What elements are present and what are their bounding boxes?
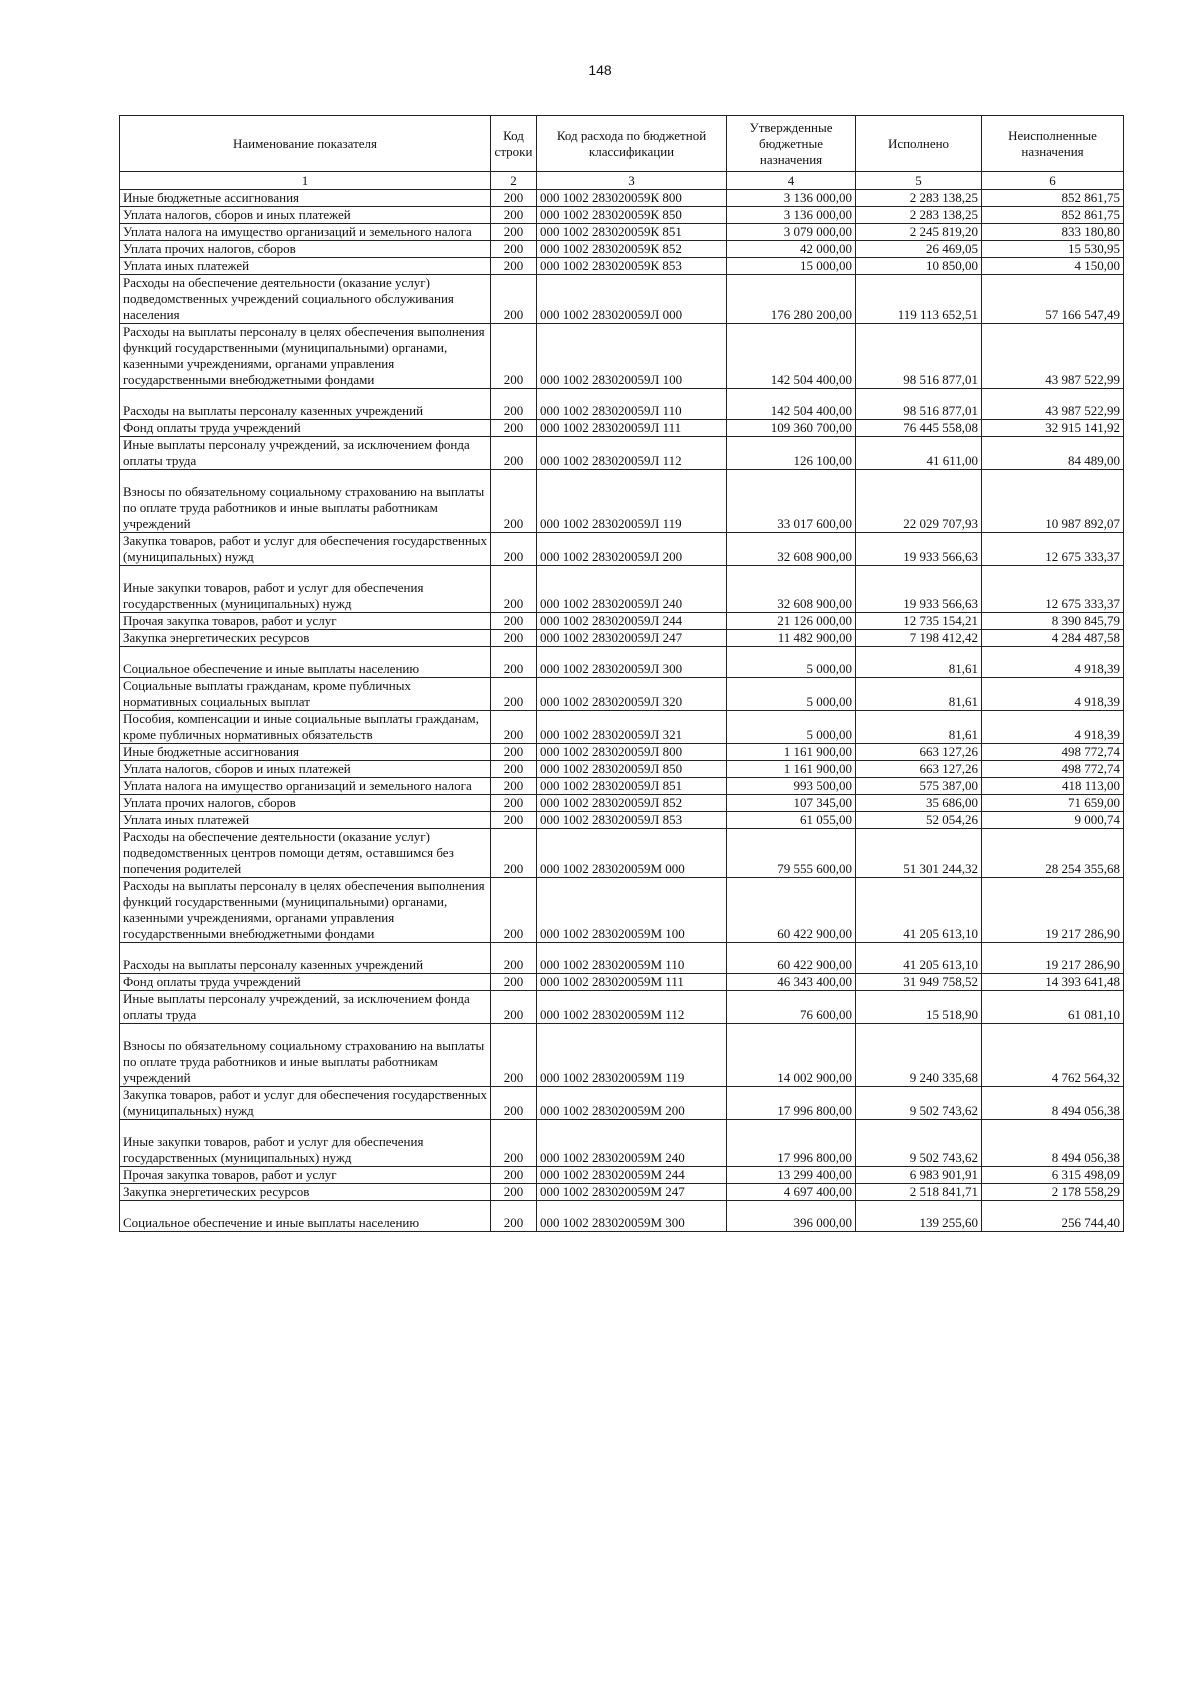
row-executed-amount: 15 518,90	[856, 991, 982, 1024]
row-executed-amount: 575 387,00	[856, 778, 982, 795]
row-budget-code: 000 1002 283020059К 852	[537, 241, 727, 258]
table-row	[120, 795, 1124, 812]
row-line-code: 200	[491, 943, 537, 974]
row-approved-amount: 17 996 800,00	[727, 1120, 856, 1167]
table-row	[120, 943, 1124, 974]
row-approved-amount: 79 555 600,00	[727, 829, 856, 878]
row-budget-code: 000 1002 283020059Л 300	[537, 647, 727, 678]
row-name: Фонд оплаты труда учреждений	[120, 420, 491, 437]
row-name: Иные бюджетные ассигнования	[120, 190, 491, 207]
row-executed-amount: 6 983 901,91	[856, 1167, 982, 1184]
row-name: Иные выплаты персоналу учреждений, за исключением фонда оплаты труда	[120, 437, 491, 470]
row-unexecuted-amount: 8 494 056,38	[982, 1087, 1124, 1120]
row-approved-amount: 3 136 000,00	[727, 190, 856, 207]
row-unexecuted-amount: 852 861,75	[982, 207, 1124, 224]
table-row	[120, 711, 1124, 744]
row-budget-code: 000 1002 283020059М 100	[537, 878, 727, 943]
row-name: Расходы на выплаты персоналу казенных учреждений	[120, 943, 491, 974]
row-name: Уплата иных платежей	[120, 258, 491, 275]
row-executed-amount: 2 245 819,20	[856, 224, 982, 241]
row-line-code: 200	[491, 420, 537, 437]
row-approved-amount: 60 422 900,00	[727, 943, 856, 974]
row-approved-amount: 3 136 000,00	[727, 207, 856, 224]
row-unexecuted-amount: 6 315 498,09	[982, 1167, 1124, 1184]
row-line-code: 200	[491, 566, 537, 613]
row-name: Уплата налогов, сборов и иных платежей	[120, 207, 491, 224]
header-row	[120, 116, 1124, 172]
row-approved-amount: 107 345,00	[727, 795, 856, 812]
row-line-code: 200	[491, 1120, 537, 1167]
row-executed-amount: 31 949 758,52	[856, 974, 982, 991]
row-unexecuted-amount: 852 861,75	[982, 190, 1124, 207]
row-budget-code: 000 1002 283020059М 247	[537, 1184, 727, 1201]
row-budget-code: 000 1002 283020059К 853	[537, 258, 727, 275]
row-name: Социальное обеспечение и иные выплаты населению	[120, 647, 491, 678]
table-row	[120, 389, 1124, 420]
row-budget-code: 000 1002 283020059М 119	[537, 1024, 727, 1087]
row-budget-code: 000 1002 283020059М 200	[537, 1087, 727, 1120]
row-unexecuted-amount: 4 284 487,58	[982, 630, 1124, 647]
row-unexecuted-amount: 833 180,80	[982, 224, 1124, 241]
row-unexecuted-amount: 84 489,00	[982, 437, 1124, 470]
row-name: Расходы на обеспечение деятельности (оказание услуг) подведомственных учреждений социального обслуживания населения	[120, 275, 491, 324]
row-approved-amount: 21 126 000,00	[727, 613, 856, 630]
table-row	[120, 224, 1124, 241]
row-budget-code: 000 1002 283020059М 111	[537, 974, 727, 991]
row-approved-amount: 126 100,00	[727, 437, 856, 470]
row-executed-amount: 139 255,60	[856, 1201, 982, 1232]
table-row	[120, 744, 1124, 761]
row-executed-amount: 2 283 138,25	[856, 190, 982, 207]
row-executed-amount: 98 516 877,01	[856, 389, 982, 420]
row-unexecuted-amount: 8 390 845,79	[982, 613, 1124, 630]
row-executed-amount: 663 127,26	[856, 761, 982, 778]
table-row	[120, 647, 1124, 678]
row-executed-amount: 41 205 613,10	[856, 943, 982, 974]
row-budget-code: 000 1002 283020059М 244	[537, 1167, 727, 1184]
row-approved-amount: 1 161 900,00	[727, 761, 856, 778]
row-approved-amount: 76 600,00	[727, 991, 856, 1024]
row-line-code: 200	[491, 1087, 537, 1120]
row-executed-amount: 81,61	[856, 711, 982, 744]
row-executed-amount: 81,61	[856, 647, 982, 678]
row-executed-amount: 10 850,00	[856, 258, 982, 275]
row-name: Закупка товаров, работ и услуг для обеспечения государственных (муниципальных) нужд	[120, 1087, 491, 1120]
table-row	[120, 241, 1124, 258]
column-number: 1	[120, 172, 491, 190]
row-name: Уплата иных платежей	[120, 812, 491, 829]
row-line-code: 200	[491, 324, 537, 389]
row-budget-code: 000 1002 283020059Л 244	[537, 613, 727, 630]
row-line-code: 200	[491, 647, 537, 678]
row-approved-amount: 42 000,00	[727, 241, 856, 258]
row-name: Расходы на выплаты персоналу казенных учреждений	[120, 389, 491, 420]
row-unexecuted-amount: 498 772,74	[982, 761, 1124, 778]
row-name: Уплата налога на имущество организаций и земельного налога	[120, 224, 491, 241]
row-name: Взносы по обязательному социальному страхованию на выплаты по оплате труда работников и иные выплаты работникам учреждений	[120, 470, 491, 533]
row-unexecuted-amount: 8 494 056,38	[982, 1120, 1124, 1167]
row-unexecuted-amount: 10 987 892,07	[982, 470, 1124, 533]
row-line-code: 200	[491, 437, 537, 470]
row-executed-amount: 51 301 244,32	[856, 829, 982, 878]
table-row	[120, 1201, 1124, 1232]
row-executed-amount: 19 933 566,63	[856, 533, 982, 566]
row-budget-code: 000 1002 283020059Л 850	[537, 761, 727, 778]
row-unexecuted-amount: 19 217 286,90	[982, 878, 1124, 943]
row-budget-code: 000 1002 283020059Л 110	[537, 389, 727, 420]
row-unexecuted-amount: 4 918,39	[982, 647, 1124, 678]
table-row	[120, 324, 1124, 389]
row-approved-amount: 5 000,00	[727, 647, 856, 678]
row-approved-amount: 396 000,00	[727, 1201, 856, 1232]
header-approved: Утвержденные бюджетные назначения	[727, 116, 856, 172]
row-budget-code: 000 1002 283020059К 850	[537, 207, 727, 224]
table-row	[120, 1184, 1124, 1201]
row-executed-amount: 663 127,26	[856, 744, 982, 761]
header-name: Наименование показателя	[120, 116, 491, 172]
row-approved-amount: 60 422 900,00	[727, 878, 856, 943]
row-unexecuted-amount: 498 772,74	[982, 744, 1124, 761]
row-line-code: 200	[491, 630, 537, 647]
row-executed-amount: 22 029 707,93	[856, 470, 982, 533]
row-budget-code: 000 1002 283020059М 000	[537, 829, 727, 878]
table-row	[120, 566, 1124, 613]
row-line-code: 200	[491, 778, 537, 795]
row-unexecuted-amount: 32 915 141,92	[982, 420, 1124, 437]
row-executed-amount: 35 686,00	[856, 795, 982, 812]
row-name: Иные закупки товаров, работ и услуг для обеспечения государственных (муниципальных) нужд	[120, 1120, 491, 1167]
row-line-code: 200	[491, 470, 537, 533]
row-budget-code: 000 1002 283020059Л 111	[537, 420, 727, 437]
row-unexecuted-amount: 19 217 286,90	[982, 943, 1124, 974]
row-line-code: 200	[491, 878, 537, 943]
row-budget-code: 000 1002 283020059Л 320	[537, 678, 727, 711]
row-unexecuted-amount: 43 987 522,99	[982, 389, 1124, 420]
row-unexecuted-amount: 71 659,00	[982, 795, 1124, 812]
row-line-code: 200	[491, 224, 537, 241]
row-budget-code: 000 1002 283020059Л 240	[537, 566, 727, 613]
row-line-code: 200	[491, 258, 537, 275]
table-row	[120, 1024, 1124, 1087]
row-line-code: 200	[491, 207, 537, 224]
row-executed-amount: 9 240 335,68	[856, 1024, 982, 1087]
row-line-code: 200	[491, 991, 537, 1024]
table-row	[120, 275, 1124, 324]
row-line-code: 200	[491, 812, 537, 829]
table-row	[120, 190, 1124, 207]
table-row	[120, 207, 1124, 224]
row-name: Уплата налогов, сборов и иных платежей	[120, 761, 491, 778]
row-executed-amount: 12 735 154,21	[856, 613, 982, 630]
row-executed-amount: 98 516 877,01	[856, 324, 982, 389]
row-budget-code: 000 1002 283020059Л 247	[537, 630, 727, 647]
row-unexecuted-amount: 43 987 522,99	[982, 324, 1124, 389]
table-row	[120, 613, 1124, 630]
row-name: Закупка энергетических ресурсов	[120, 1184, 491, 1201]
row-budget-code: 000 1002 283020059Л 800	[537, 744, 727, 761]
row-line-code: 200	[491, 533, 537, 566]
row-executed-amount: 19 933 566,63	[856, 566, 982, 613]
row-approved-amount: 14 002 900,00	[727, 1024, 856, 1087]
row-budget-code: 000 1002 283020059К 800	[537, 190, 727, 207]
row-executed-amount: 81,61	[856, 678, 982, 711]
row-name: Прочая закупка товаров, работ и услуг	[120, 613, 491, 630]
row-unexecuted-amount: 4 762 564,32	[982, 1024, 1124, 1087]
row-name: Иные бюджетные ассигнования	[120, 744, 491, 761]
row-executed-amount: 2 518 841,71	[856, 1184, 982, 1201]
table-row	[120, 778, 1124, 795]
row-approved-amount: 1 161 900,00	[727, 744, 856, 761]
table-row	[120, 678, 1124, 711]
row-line-code: 200	[491, 190, 537, 207]
row-approved-amount: 5 000,00	[727, 711, 856, 744]
row-approved-amount: 5 000,00	[727, 678, 856, 711]
row-line-code: 200	[491, 1184, 537, 1201]
table-row	[120, 974, 1124, 991]
row-approved-amount: 32 608 900,00	[727, 533, 856, 566]
row-name: Иные выплаты персоналу учреждений, за исключением фонда оплаты труда	[120, 991, 491, 1024]
column-number: 3	[537, 172, 727, 190]
row-unexecuted-amount: 4 918,39	[982, 711, 1124, 744]
row-name: Закупка товаров, работ и услуг для обеспечения государственных (муниципальных) нужд	[120, 533, 491, 566]
row-name: Расходы на выплаты персоналу в целях обеспечения выполнения функций государственными (муниципальными) органами, казенными учреждениями, органами управления государственными внебюджетными фондами	[120, 878, 491, 943]
row-line-code: 200	[491, 744, 537, 761]
row-line-code: 200	[491, 241, 537, 258]
row-executed-amount: 41 205 613,10	[856, 878, 982, 943]
row-approved-amount: 17 996 800,00	[727, 1087, 856, 1120]
table-row	[120, 1167, 1124, 1184]
table-row	[120, 1087, 1124, 1120]
row-budget-code: 000 1002 283020059Л 321	[537, 711, 727, 744]
row-line-code: 200	[491, 795, 537, 812]
row-approved-amount: 13 299 400,00	[727, 1167, 856, 1184]
page-number: 148	[588, 62, 612, 78]
row-executed-amount: 7 198 412,42	[856, 630, 982, 647]
row-approved-amount: 3 079 000,00	[727, 224, 856, 241]
row-budget-code: 000 1002 283020059Л 200	[537, 533, 727, 566]
row-budget-code: 000 1002 283020059М 112	[537, 991, 727, 1024]
column-number: 6	[982, 172, 1124, 190]
row-line-code: 200	[491, 678, 537, 711]
row-name: Расходы на обеспечение деятельности (оказание услуг) подведомственных центров помощи детям, оставшимся без попечения родителей	[120, 829, 491, 878]
table-row	[120, 991, 1124, 1024]
table-row	[120, 420, 1124, 437]
row-approved-amount: 15 000,00	[727, 258, 856, 275]
table-row	[120, 437, 1124, 470]
row-name: Взносы по обязательному социальному страхованию на выплаты по оплате труда работников и иные выплаты работникам учреждений	[120, 1024, 491, 1087]
row-budget-code: 000 1002 283020059Л 000	[537, 275, 727, 324]
row-approved-amount: 142 504 400,00	[727, 389, 856, 420]
row-line-code: 200	[491, 613, 537, 630]
row-unexecuted-amount: 14 393 641,48	[982, 974, 1124, 991]
row-unexecuted-amount: 12 675 333,37	[982, 533, 1124, 566]
row-approved-amount: 33 017 600,00	[727, 470, 856, 533]
column-number: 4	[727, 172, 856, 190]
header-executed: Исполнено	[856, 116, 982, 172]
row-name: Социальные выплаты гражданам, кроме публичных нормативных социальных выплат	[120, 678, 491, 711]
row-line-code: 200	[491, 389, 537, 420]
table-body	[120, 190, 1124, 1232]
row-budget-code: 000 1002 283020059М 240	[537, 1120, 727, 1167]
row-name: Уплата прочих налогов, сборов	[120, 795, 491, 812]
row-budget-code: 000 1002 283020059М 110	[537, 943, 727, 974]
row-line-code: 200	[491, 1167, 537, 1184]
row-budget-code: 000 1002 283020059М 300	[537, 1201, 727, 1232]
row-approved-amount: 11 482 900,00	[727, 630, 856, 647]
header-unexecuted: Неисполненные назначения	[982, 116, 1124, 172]
row-executed-amount: 119 113 652,51	[856, 275, 982, 324]
row-executed-amount: 26 469,05	[856, 241, 982, 258]
table-row	[120, 878, 1124, 943]
row-executed-amount: 9 502 743,62	[856, 1087, 982, 1120]
row-line-code: 200	[491, 829, 537, 878]
row-name: Закупка энергетических ресурсов	[120, 630, 491, 647]
row-line-code: 200	[491, 974, 537, 991]
row-name: Расходы на выплаты персоналу в целях обеспечения выполнения функций государственными (муниципальными) органами, казенными учреждениями, органами управления государственными внебюджетными фондами	[120, 324, 491, 389]
row-approved-amount: 32 608 900,00	[727, 566, 856, 613]
table-row	[120, 1120, 1124, 1167]
table-row	[120, 470, 1124, 533]
row-unexecuted-amount: 256 744,40	[982, 1201, 1124, 1232]
row-name: Уплата прочих налогов, сборов	[120, 241, 491, 258]
row-name: Прочая закупка товаров, работ и услуг	[120, 1167, 491, 1184]
table-row	[120, 812, 1124, 829]
row-approved-amount: 142 504 400,00	[727, 324, 856, 389]
table-row	[120, 533, 1124, 566]
row-budget-code: 000 1002 283020059Л 112	[537, 437, 727, 470]
budget-table	[119, 115, 1124, 1232]
row-unexecuted-amount: 9 000,74	[982, 812, 1124, 829]
table-row	[120, 258, 1124, 275]
row-approved-amount: 176 280 200,00	[727, 275, 856, 324]
row-name: Иные закупки товаров, работ и услуг для обеспечения государственных (муниципальных) нужд	[120, 566, 491, 613]
header-line-code: Код строки	[491, 116, 537, 172]
row-budget-code: 000 1002 283020059К 851	[537, 224, 727, 241]
row-unexecuted-amount: 4 150,00	[982, 258, 1124, 275]
row-unexecuted-amount: 15 530,95	[982, 241, 1124, 258]
row-line-code: 200	[491, 1024, 537, 1087]
row-name: Фонд оплаты труда учреждений	[120, 974, 491, 991]
row-line-code: 200	[491, 711, 537, 744]
column-number-row	[120, 172, 1124, 190]
row-budget-code: 000 1002 283020059Л 852	[537, 795, 727, 812]
row-line-code: 200	[491, 275, 537, 324]
header-budget-code: Код расхода по бюджетной классификации	[537, 116, 727, 172]
row-approved-amount: 46 343 400,00	[727, 974, 856, 991]
row-name: Уплата налога на имущество организаций и земельного налога	[120, 778, 491, 795]
row-approved-amount: 993 500,00	[727, 778, 856, 795]
row-unexecuted-amount: 57 166 547,49	[982, 275, 1124, 324]
row-executed-amount: 9 502 743,62	[856, 1120, 982, 1167]
row-budget-code: 000 1002 283020059Л 100	[537, 324, 727, 389]
row-executed-amount: 41 611,00	[856, 437, 982, 470]
row-approved-amount: 109 360 700,00	[727, 420, 856, 437]
row-unexecuted-amount: 2 178 558,29	[982, 1184, 1124, 1201]
row-budget-code: 000 1002 283020059Л 851	[537, 778, 727, 795]
row-executed-amount: 52 054,26	[856, 812, 982, 829]
row-executed-amount: 76 445 558,08	[856, 420, 982, 437]
row-name: Социальное обеспечение и иные выплаты населению	[120, 1201, 491, 1232]
row-unexecuted-amount: 4 918,39	[982, 678, 1124, 711]
column-number: 5	[856, 172, 982, 190]
row-unexecuted-amount: 61 081,10	[982, 991, 1124, 1024]
row-unexecuted-amount: 12 675 333,37	[982, 566, 1124, 613]
table-row	[120, 761, 1124, 778]
row-budget-code: 000 1002 283020059Л 119	[537, 470, 727, 533]
row-name: Пособия, компенсации и иные социальные выплаты гражданам, кроме публичных нормативных обязательств	[120, 711, 491, 744]
row-unexecuted-amount: 418 113,00	[982, 778, 1124, 795]
row-line-code: 200	[491, 1201, 537, 1232]
table-row	[120, 829, 1124, 878]
row-approved-amount: 4 697 400,00	[727, 1184, 856, 1201]
row-unexecuted-amount: 28 254 355,68	[982, 829, 1124, 878]
column-number: 2	[491, 172, 537, 190]
row-executed-amount: 2 283 138,25	[856, 207, 982, 224]
row-line-code: 200	[491, 761, 537, 778]
row-budget-code: 000 1002 283020059Л 853	[537, 812, 727, 829]
table-row	[120, 630, 1124, 647]
row-approved-amount: 61 055,00	[727, 812, 856, 829]
